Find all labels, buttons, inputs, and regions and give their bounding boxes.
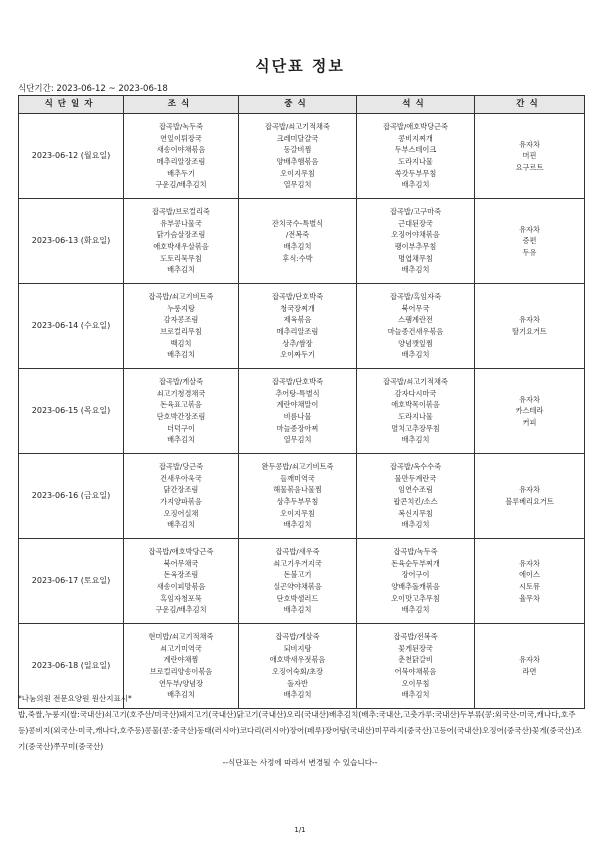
header-dinner: 석식 bbox=[357, 96, 475, 114]
menu-item: 유자차 bbox=[519, 485, 540, 495]
menu-item: 물만두계란국 bbox=[394, 473, 437, 483]
menu-item: 메추리알장조림 bbox=[156, 157, 206, 166]
menu-item: 쇠고기청경채국 bbox=[156, 388, 206, 398]
snack-cell bbox=[475, 199, 585, 284]
menu-item: 도라지나물 bbox=[398, 412, 433, 421]
snack-cell bbox=[475, 624, 585, 709]
menu-item: 구운김/배추김치 bbox=[155, 605, 207, 615]
menu-item: 돌자반 bbox=[287, 678, 308, 688]
menu-item: 잡곡밥/고구마죽 bbox=[389, 207, 442, 217]
menu-item: 배추김치 bbox=[167, 265, 195, 275]
menu-item: 애호박새우젓볶음 bbox=[269, 655, 326, 665]
menu-item: 완두콩밥/쇠고기비트죽 bbox=[261, 462, 334, 472]
menu-item: 애호박새우살볶음 bbox=[153, 242, 209, 251]
menu-item: 유자차 bbox=[519, 394, 540, 404]
menu-item: 임연수조림 bbox=[398, 485, 433, 495]
menu-item: 딸기요거트 bbox=[512, 327, 547, 336]
menu-item: 닭가슴살장조림 bbox=[156, 230, 206, 240]
menu-item: 잡곡밥/쇠고기비트죽 bbox=[148, 292, 214, 302]
menu-item: 오이지무침 bbox=[280, 168, 315, 178]
menu-item: 명엽채무침 bbox=[398, 253, 433, 263]
lunch-cell bbox=[239, 624, 357, 709]
dinner-cell bbox=[357, 369, 475, 454]
menu-item: 돈육장조림 bbox=[163, 570, 199, 580]
menu-item: 배추김치 bbox=[401, 350, 430, 360]
menu-item: 꽃게된장국 bbox=[398, 643, 433, 653]
menu-item: 현미밥/쇠고기적채죽 bbox=[148, 632, 214, 642]
menu-item: 닭간장조림 bbox=[163, 485, 199, 495]
dinner-cell bbox=[357, 454, 475, 539]
menu-item: 복신지무침 bbox=[398, 508, 433, 518]
menu-item: 양념깻잎찜 bbox=[398, 338, 433, 348]
menu-item: 유자차 bbox=[519, 558, 540, 568]
menu-item: 잡곡밥/게살죽 bbox=[275, 632, 320, 642]
menu-item: 잡곡밥/단호박죽 bbox=[271, 377, 324, 387]
menu-item: 머핀 bbox=[522, 151, 537, 161]
menu-item: 잡곡밥/당근죽 bbox=[158, 462, 204, 472]
menu-item: 돈육순두부찌개 bbox=[391, 558, 440, 568]
breakfast-cell bbox=[124, 199, 239, 284]
menu-item: 후식:수박 bbox=[282, 253, 313, 263]
menu-item: /전복죽 bbox=[285, 230, 310, 240]
menu-item: 블루베리요거트 bbox=[505, 497, 554, 506]
menu-item: 팝콘치킨/소스 bbox=[393, 497, 438, 506]
menu-item: 열무김치 bbox=[283, 180, 312, 190]
table-header-row bbox=[19, 96, 585, 114]
menu-item: 배추김치 bbox=[283, 520, 312, 530]
menu-item: 잡곡밥/새우죽 bbox=[275, 547, 320, 557]
menu-item: 양배추햄볶음 bbox=[276, 157, 319, 166]
menu-item: 라면 bbox=[522, 667, 537, 676]
menu-item: 오징어야채볶음 bbox=[391, 230, 440, 240]
menu-item: 잔치국수-특별식 bbox=[271, 218, 324, 228]
menu-item: 잡곡밥/게살죽 bbox=[158, 377, 204, 387]
menu-item: 배추김치 bbox=[401, 605, 430, 615]
menu-item: 오이짜두기 bbox=[280, 350, 315, 360]
menu-item: 유자차 bbox=[519, 655, 540, 665]
menu-item: 배추두기 bbox=[167, 168, 195, 178]
menu-item: 유자차 bbox=[519, 315, 540, 325]
lunch-cell bbox=[239, 369, 357, 454]
menu-item: 새송이야채볶음 bbox=[156, 145, 206, 155]
menu-item: 상추/쌈장 bbox=[282, 338, 313, 348]
menu-item: 동갈비찜 bbox=[283, 145, 312, 155]
menu-item: 배추김치 bbox=[283, 690, 312, 700]
menu-item: 열무김치 bbox=[283, 435, 312, 445]
menu-item: 배추김치 bbox=[283, 242, 312, 251]
date-cell: 2023-06-15 (목요일) bbox=[19, 369, 124, 454]
menu-item: 쇠고기미역국 bbox=[160, 643, 202, 653]
menu-item: 계란야채찜 bbox=[163, 655, 199, 665]
menu-item: 오이지무침 bbox=[280, 508, 315, 518]
dinner-cell bbox=[357, 539, 475, 624]
menu-item: 단호박샐러드 bbox=[276, 593, 319, 603]
menu-item: 브로컬리무침 bbox=[160, 327, 202, 336]
menu-item: 배추김치 bbox=[167, 690, 195, 700]
menu-item: 실곤약야채볶음 bbox=[273, 582, 322, 591]
menu-item: 연두부/양념장 bbox=[158, 678, 204, 688]
menu-item: 잡곡밥/브로컬리죽 bbox=[152, 207, 210, 217]
menu-item: 양배추돌캐볶음 bbox=[391, 582, 440, 591]
menu-item: 배추김치 bbox=[401, 690, 430, 700]
menu-item: 스팸계란전 bbox=[398, 315, 433, 325]
table-row bbox=[19, 369, 585, 454]
menu-item: 단호박간장조림 bbox=[156, 412, 206, 421]
date-cell: 2023-06-14 (수요일) bbox=[19, 284, 124, 369]
breakfast-cell bbox=[124, 369, 239, 454]
menu-item: 잡곡밥/녹두죽 bbox=[393, 547, 438, 557]
breakfast-cell bbox=[124, 539, 239, 624]
menu-item: 잡곡밥/애호박당근죽 bbox=[383, 122, 448, 132]
menu-item: 장어구이 bbox=[401, 570, 430, 580]
menu-item: 카스테라 bbox=[515, 406, 544, 416]
menu-item: 계란야채말이 bbox=[276, 400, 319, 410]
menu-item: 어묵야채볶음 bbox=[394, 667, 437, 676]
breakfast-cell bbox=[124, 284, 239, 369]
table-row bbox=[19, 284, 585, 369]
header-breakfast: 조식 bbox=[124, 96, 239, 114]
menu-item: 더덕구이 bbox=[167, 423, 195, 433]
snack-cell bbox=[475, 454, 585, 539]
date-cell: 2023-06-12 (월요일) bbox=[19, 114, 124, 199]
change-notice: --식단표는 사정에 따라서 변경될 수 있습니다-- bbox=[222, 758, 378, 767]
menu-item: 오이맛고추무침 bbox=[391, 593, 440, 603]
menu-item: 요구르트 bbox=[515, 162, 544, 172]
menu-item: 비름나물 bbox=[283, 412, 312, 421]
menu-item: 도라지나물 bbox=[398, 157, 433, 166]
menu-item: 잡곡밥/흑임자죽 bbox=[389, 292, 442, 302]
menu-item: 춘천닭갈비 bbox=[398, 655, 433, 665]
menu-item: 배추김치 bbox=[401, 180, 430, 190]
menu-item: 쇠고기우거지국 bbox=[273, 558, 322, 568]
menu-item: 청국장찌개 bbox=[280, 303, 315, 313]
menu-item: 메추리알조림 bbox=[276, 327, 319, 336]
menu-item: 배추김치 bbox=[283, 605, 312, 615]
menu-item: 연잎이튀장국 bbox=[160, 133, 202, 143]
breakfast-cell bbox=[124, 624, 239, 709]
menu-item: 되비지탕 bbox=[283, 643, 312, 653]
lunch-cell bbox=[239, 284, 357, 369]
menu-table bbox=[18, 95, 585, 709]
menu-item: 배추김치 bbox=[167, 350, 195, 360]
date-cell: 2023-06-16 (금요일) bbox=[19, 454, 124, 539]
dinner-cell bbox=[357, 624, 475, 709]
menu-item: 제육볶음 bbox=[283, 315, 312, 325]
menu-item: 배추김치 bbox=[401, 265, 430, 275]
breakfast-cell bbox=[124, 454, 239, 539]
menu-item: 오징어숙회/초장 bbox=[271, 667, 324, 676]
dinner-cell bbox=[357, 199, 475, 284]
menu-item: 두부스테이크 bbox=[394, 145, 437, 155]
menu-item: 유부콩나물국 bbox=[160, 218, 202, 228]
menu-item: 크레미달걀국 bbox=[276, 133, 319, 143]
menu-item: 잡곡밥/애호박당근죽 bbox=[148, 547, 214, 557]
menu-item: 커피 bbox=[522, 417, 537, 427]
lunch-cell bbox=[239, 114, 357, 199]
menu-item: 추어탕-특별식 bbox=[275, 388, 320, 398]
menu-item: 북어무국 bbox=[401, 303, 430, 313]
menu-item: 오이무침 bbox=[401, 678, 430, 688]
menu-item: 팽이부추무침 bbox=[394, 242, 437, 251]
menu-item: 마늘종건새우볶음 bbox=[387, 327, 444, 336]
menu-item: 배추김치 bbox=[167, 435, 195, 445]
menu-item: 상추두부무침 bbox=[276, 497, 319, 506]
menu-item: 가지양파볶음 bbox=[160, 497, 202, 506]
menu-item: 잡곡밥/녹두죽 bbox=[158, 122, 204, 132]
snack-cell bbox=[475, 539, 585, 624]
menu-item: 콩비지찌개 bbox=[398, 133, 433, 143]
menu-item: 건새우아욱국 bbox=[160, 473, 202, 483]
snack-cell bbox=[475, 284, 585, 369]
page-title: 식단표 정보 bbox=[255, 57, 345, 75]
menu-item: 감자콩조림 bbox=[163, 315, 199, 325]
menu-item: 에이스 bbox=[519, 570, 540, 580]
lunch-cell bbox=[239, 454, 357, 539]
date-cell: 2023-06-17 (토요일) bbox=[19, 539, 124, 624]
menu-item: 잡곡밥/쇠고기적채죽 bbox=[265, 122, 330, 132]
header-lunch: 중식 bbox=[239, 96, 357, 114]
menu-item: 쑥갓두부무침 bbox=[394, 168, 437, 178]
table-row bbox=[19, 454, 585, 539]
menu-item: 율무차 bbox=[519, 593, 540, 603]
breakfast-cell bbox=[124, 114, 239, 199]
menu-item: 잡곡밥/전복죽 bbox=[393, 632, 438, 642]
menu-item: 근대된장국 bbox=[398, 218, 433, 228]
menu-item: 돈불고기 bbox=[283, 570, 312, 580]
dinner-cell bbox=[357, 114, 475, 199]
menu-item: 잡곡밥/쇠고기적채죽 bbox=[383, 377, 448, 387]
date-cell: 2023-06-13 (화요일) bbox=[19, 199, 124, 284]
header-snack: 간식 bbox=[475, 96, 585, 114]
menu-period: 식단기간: 2023-06-12 ~ 2023-06-18 bbox=[18, 84, 168, 94]
menu-item: 두유 bbox=[522, 247, 537, 257]
menu-item: 해물볶음나물찜 bbox=[273, 485, 322, 495]
menu-item: 새송이피망볶음 bbox=[156, 582, 206, 591]
table-row bbox=[19, 539, 585, 624]
menu-item: 배추김치 bbox=[167, 520, 195, 530]
dinner-cell bbox=[357, 284, 475, 369]
menu-item: 잡곡밥/옥수수죽 bbox=[389, 462, 442, 472]
menu-item: 잡곡밥/단호박죽 bbox=[271, 292, 324, 302]
menu-item: 멸치고추장무침 bbox=[391, 423, 440, 433]
menu-item: 애호박목이볶음 bbox=[391, 400, 440, 410]
lunch-cell bbox=[239, 199, 357, 284]
menu-item: 흑임자청포묵 bbox=[160, 593, 202, 603]
menu-item: 시토뮤 bbox=[519, 582, 540, 591]
origin-title: *나눔의원 전문요양원 원산지표시* bbox=[18, 694, 132, 703]
menu-item: 누룽지탕 bbox=[167, 303, 195, 313]
menu-item: 돈육표고볶음 bbox=[160, 400, 202, 410]
menu-item: 유자차 bbox=[519, 224, 540, 234]
menu-item: 배추김치 bbox=[401, 520, 430, 530]
table-row bbox=[19, 114, 585, 199]
snack-cell bbox=[475, 369, 585, 454]
menu-item: 브로컬리양송이볶음 bbox=[149, 667, 213, 676]
date-cell: 2023-06-18 (일요일) bbox=[19, 624, 124, 709]
origin-text: 밥,죽쌀,누룽지(쌀:국내산)쇠고기(호주산/미국산)돼지고기(국내산)닭고기(국내산)오리(국내산)배추김치(배추:국내산,고춧가루:국내산)두부류(콩:외국산-미국,캐나다,호주등)콩비지(외국산-미국,캐나다,호주등)콩물(콩:중국산)동태(러시아)코다리(러시아)장어(페루)장어탕(국내산)미꾸라지(중국산)고등어(국내산)오징어(중국산)꽃게(중국산)조기(중국산)쭈꾸미(중국산) bbox=[18, 710, 582, 751]
page-number: 1/1 bbox=[294, 826, 306, 834]
menu-item: 들깨미역국 bbox=[280, 473, 315, 483]
menu-item: 북어무채국 bbox=[163, 558, 199, 568]
menu-item: 백김치 bbox=[170, 338, 192, 348]
table-row bbox=[19, 199, 585, 284]
menu-item: 도토리묵무침 bbox=[160, 253, 202, 263]
menu-item: 증편 bbox=[522, 236, 537, 246]
menu-item: 배추김치 bbox=[401, 435, 430, 445]
lunch-cell bbox=[239, 539, 357, 624]
menu-item: 오징어실채 bbox=[163, 508, 199, 518]
menu-item: 구운김/배추김치 bbox=[155, 180, 207, 190]
snack-cell bbox=[475, 114, 585, 199]
header-date: 식단일자 bbox=[19, 96, 124, 114]
menu-item: 유자차 bbox=[519, 139, 540, 149]
menu-item: 감자다시마국 bbox=[394, 388, 437, 398]
menu-item: 마늘종장아찌 bbox=[276, 423, 319, 433]
